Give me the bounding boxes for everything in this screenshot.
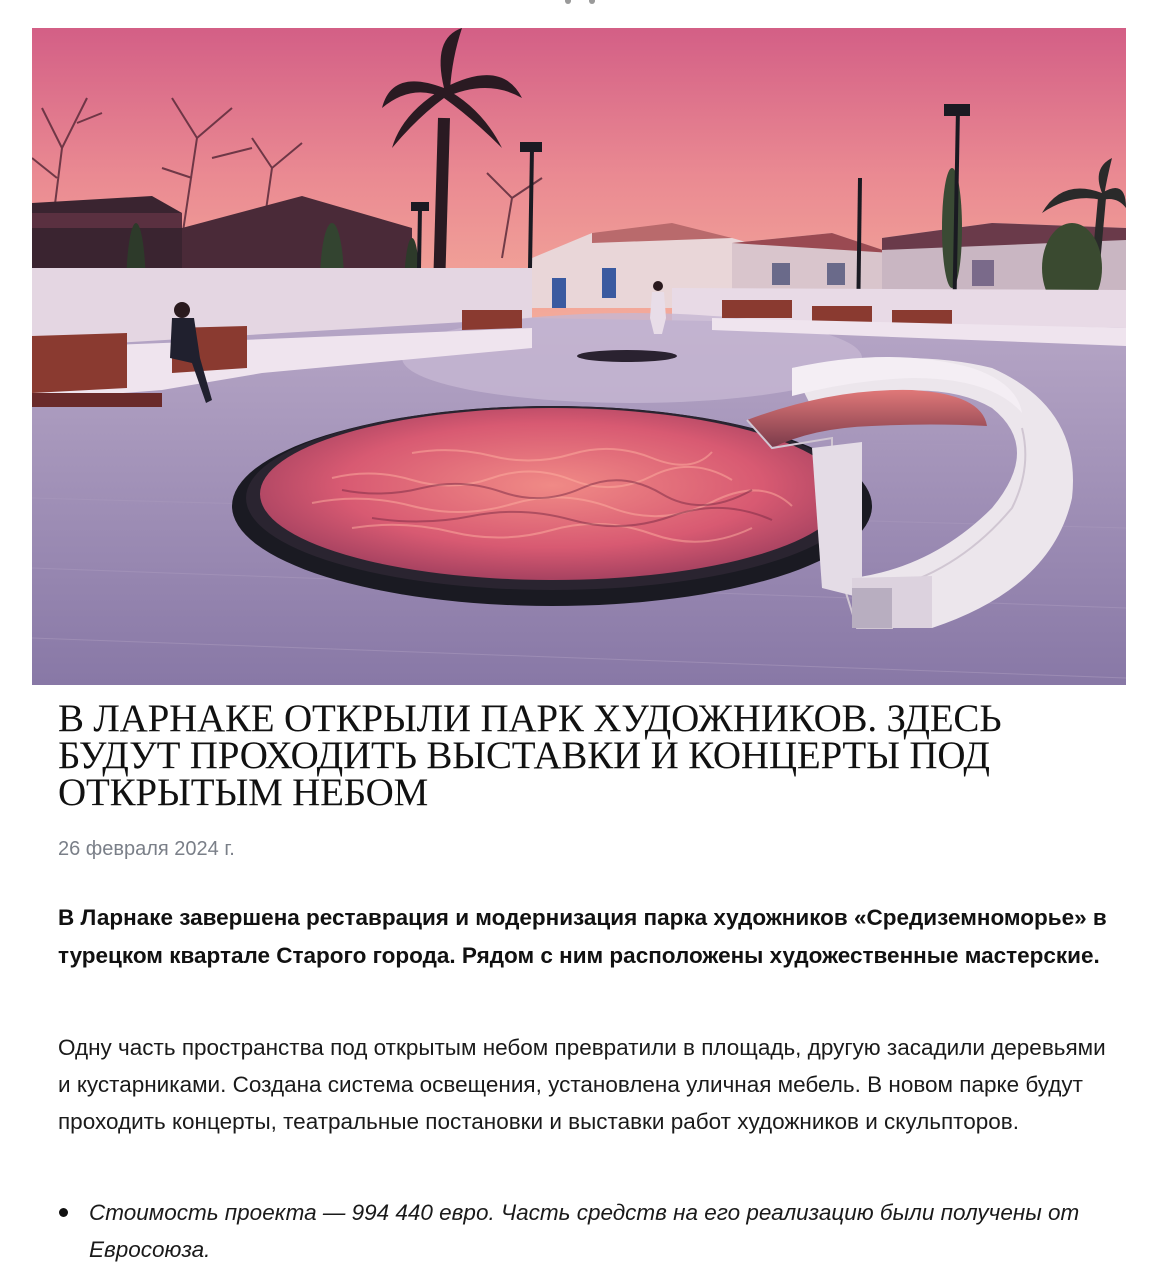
list-item bbox=[58, 1194, 1118, 1268]
article-date: 26 февраля 2024 г. bbox=[58, 838, 235, 860]
article-headline: В ЛАРНАКЕ ОТКРЫЛИ ПАРК ХУДОЖНИКОВ. ЗДЕСЬ БУДУТ ПРОХОДИТЬ ВЫСТАВКИ И КОНЦЕРТЫ ПОД ОТКРЫТЫМ НЕБОМ bbox=[58, 697, 1002, 814]
cropped-top-edge bbox=[0, 0, 1166, 28]
cropped-text-fragment bbox=[545, 0, 615, 4]
fact-text: Стоимость проекта — 994 440 евро. Часть средств на его реализацию были получены от Евросоюза. bbox=[89, 1200, 1080, 1262]
article-lead: В Ларнаке завершена реставрация и модернизация парка художников «Средиземноморье» в турецком квартале Старого города. Рядом с ним расположены художественные мастерские. bbox=[58, 905, 1107, 968]
article-facts-list bbox=[58, 1194, 1118, 1268]
article-body-paragraph: Одну часть пространства под открытым небом превратили в площадь, другую засадили деревьями и кустарниками. Создана система освещения, установлена уличная мебель. В новом парке будут проходить концерты, театральные постановки и выставки работ художников и скульпторов. bbox=[58, 1035, 1106, 1134]
article-hero-image bbox=[32, 28, 1126, 685]
bullet-icon bbox=[59, 1208, 68, 1217]
